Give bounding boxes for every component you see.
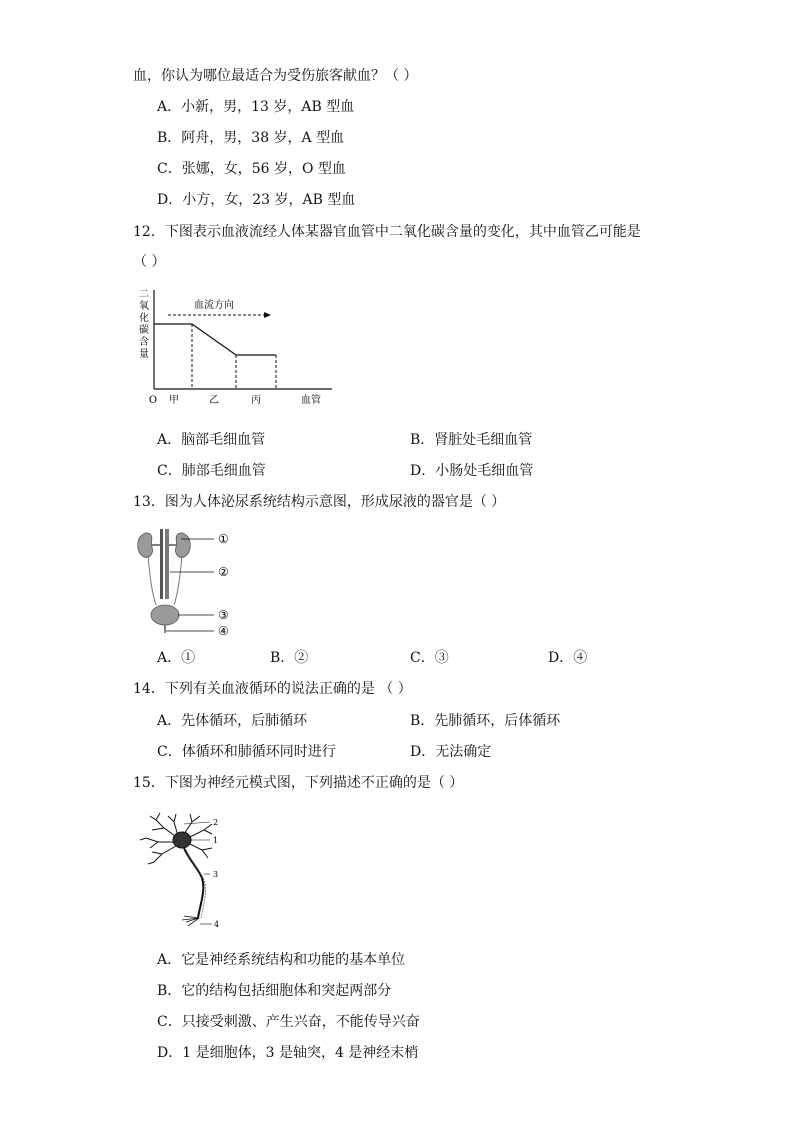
q11-option-b: B．阿舟，男，38 岁，A 型血 [157, 130, 345, 146]
q12-co2-line [154, 324, 276, 355]
q12-option-d: D．小肠处毛细血管 [410, 463, 534, 479]
q15-neuron-figure [134, 810, 234, 935]
left-ureter-icon [148, 555, 156, 605]
q15-option-a: A．它是神经系统结构和功能的基本单位 [157, 952, 406, 968]
q13-urinary-figure [134, 523, 244, 641]
q15-label-3: 3 [213, 870, 219, 879]
left-kidney-icon [138, 533, 153, 557]
q13-option-a: A．① [157, 650, 196, 666]
q14-option-c: C．体循环和肺循环同时进行 [157, 744, 336, 760]
q15-label-2: 2 [213, 818, 219, 827]
q12-ylabel-3: 碳 [139, 325, 149, 336]
q12-xlabel-bing: 丙 [251, 395, 261, 406]
q15-label-1: 1 [213, 836, 219, 845]
q14-option-d: D．无法确定 [410, 744, 492, 760]
q12-option-b: B．肾脏处毛细血管 [410, 432, 533, 448]
vena-cava-icon [165, 529, 169, 599]
q12-ylabel-4: 含 [139, 337, 149, 348]
q12-flow-arrowhead [264, 312, 271, 318]
axon-icon [184, 848, 203, 918]
q11-stem-tail: 血，你认为哪位最适合为受伤旅客献血？（ ） [133, 68, 418, 84]
q15-option-c: C．只接受刺激、产生兴奋，不能传导兴奋 [157, 1014, 420, 1030]
q15-label-4: 4 [214, 920, 220, 929]
q12-option-a: A．脑部毛细血管 [157, 432, 266, 448]
q12-ylabel-1: 氧 [139, 301, 149, 312]
q14-option-a: A．先体循环，后肺循环 [157, 713, 308, 729]
q15-option-b: B．它的结构包括细胞体和突起两部分 [157, 983, 392, 999]
q12-ylabel-5: 量 [139, 349, 149, 360]
q14-stem: 14．下列有关血液循环的说法正确的是 （ ） [133, 681, 412, 697]
q13-stem: 13．图为人体泌尿系统结构示意图，形成尿液的器官是（ ） [133, 494, 506, 510]
aorta-icon [160, 529, 163, 599]
q12-origin: O [148, 395, 158, 406]
q11-option-d: D．小方，女，23 岁，AB 型血 [157, 192, 356, 208]
q15-stem: 15．下图为神经元模式图，下列描述不正确的是（ ） [133, 775, 464, 791]
q12-ylabel-2: 化 [139, 313, 149, 324]
q15-option-d: D．1 是细胞体，3 是轴突，4 是神经末梢 [157, 1045, 419, 1061]
q11-option-c: C．张娜，女，56 岁，O 型血 [157, 161, 346, 177]
bladder-icon [151, 605, 179, 625]
q13-option-c: C．③ [410, 650, 449, 666]
q13-label-3: ③ [218, 608, 229, 622]
q13-option-b: B．② [270, 650, 309, 666]
q12-ylabel-0: 二 [139, 289, 149, 300]
q14-option-b: B．先肺循环，后体循环 [410, 713, 561, 729]
q12-xlabel-jia: 甲 [169, 395, 179, 406]
q12-co2-figure [134, 285, 339, 410]
cell-body-icon [173, 832, 191, 848]
right-ureter-icon [174, 555, 182, 605]
q11-option-a: A．小新，男，13 岁，AB 型血 [157, 99, 355, 115]
q12-stem: 12．下图表示血液流经人体某器官血管中二氧化碳含量的变化，其中血管乙可能是 [133, 224, 641, 240]
q13-label-4: ④ [218, 624, 229, 638]
q12-xlabel-yi: 乙 [209, 395, 219, 406]
nerve-ending-icon [182, 916, 199, 926]
right-kidney-icon [175, 533, 190, 557]
q13-label-2: ② [218, 565, 229, 579]
q12-option-c: C．肺部毛细血管 [157, 463, 266, 479]
q12-xlabel: 血管 [301, 395, 321, 406]
q12-stem-cont: （ ） [133, 254, 166, 270]
q12-arrow-label: 血流方向 [194, 300, 234, 311]
q13-option-d: D．④ [548, 650, 588, 666]
q13-label-1: ① [218, 532, 229, 546]
